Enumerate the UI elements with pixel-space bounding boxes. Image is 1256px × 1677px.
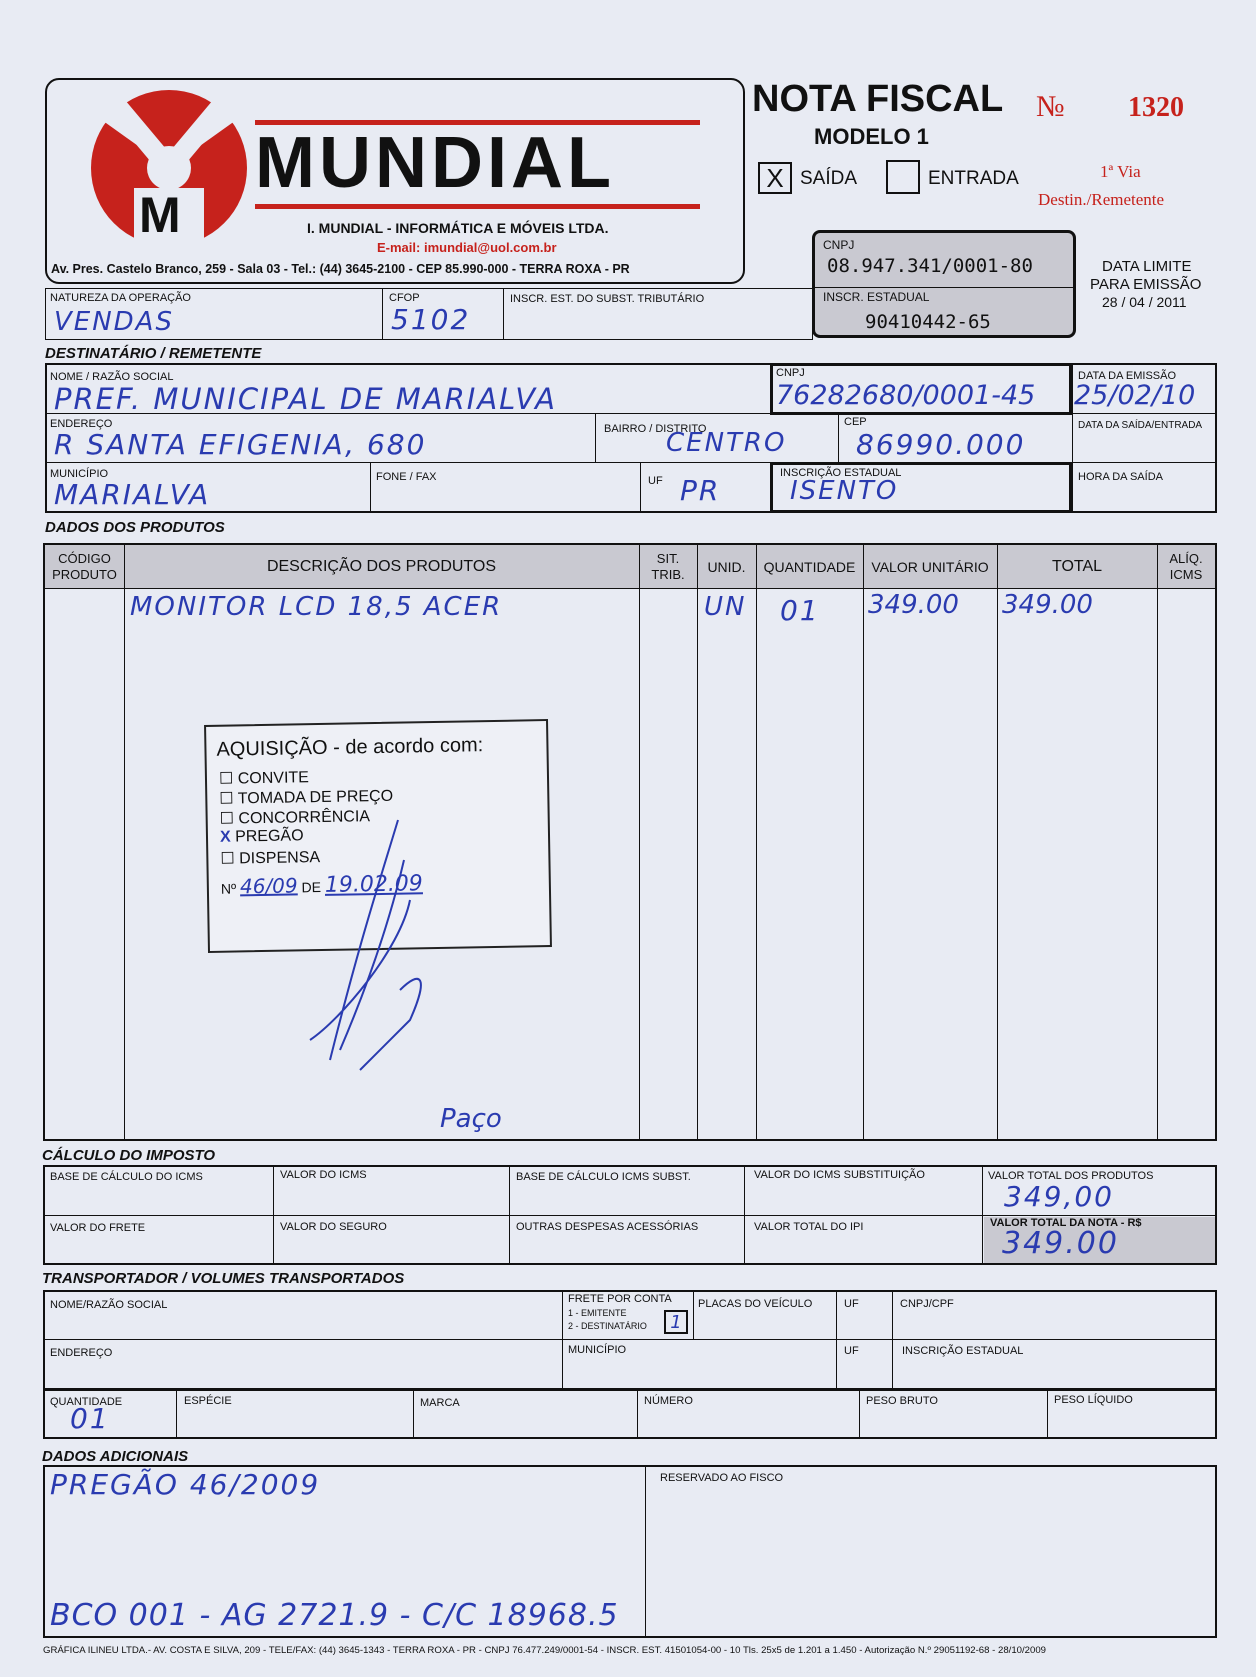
icms-value-label: VALOR DO ICMS: [280, 1169, 367, 1181]
cfop-value: 5102: [391, 303, 471, 336]
cfop-cell: [382, 288, 504, 340]
tax-v1: [273, 1165, 274, 1265]
carrier-name-label: NOME/RAZÃO SOCIAL: [50, 1299, 168, 1311]
recipient-name: PREF. MUNICIPAL DE MARIALVA: [54, 382, 557, 416]
doc-number-symbol: №: [1036, 90, 1065, 123]
entrada-label: ENTRADA: [928, 168, 1019, 189]
freight-value-label: VALOR DO FRETE: [50, 1222, 146, 1234]
other-expenses-label: OUTRAS DESPESAS ACESSÓRIAS: [516, 1221, 699, 1233]
ipi-label: VALOR TOTAL DO IPI: [754, 1221, 864, 1233]
issue-date: 25/02/10: [1074, 380, 1196, 411]
volume-qty-label: QUANTIDADE: [50, 1396, 123, 1408]
volume-qty: 01: [70, 1402, 110, 1435]
stamp-option-1-label: CONVITE: [237, 769, 310, 788]
additional-section-title: DADOS ADICIONAIS: [42, 1448, 189, 1465]
signature-icon: [300, 800, 450, 1080]
col-header-description: DESCRIÇÃO DOS PRODUTOS: [266, 558, 497, 575]
via-line1: 1ª Via: [1100, 162, 1141, 181]
additional-line2: BCO 001 - AG 2721.9 - C/C 18968.5: [50, 1598, 619, 1633]
deadline-line1: DATA LIMITE: [1102, 258, 1192, 275]
transport-section-title: TRANSPORTADOR / VOLUMES TRANSPORTADOS: [42, 1270, 405, 1287]
doc-number: 1320: [1128, 92, 1184, 123]
volumes-v4: [859, 1389, 860, 1439]
col-header-total: TOTAL: [1051, 558, 1103, 575]
uf-value: PR: [680, 474, 721, 507]
number-label: NÚMERO: [644, 1395, 693, 1407]
brand-label: MARCA: [420, 1397, 460, 1409]
emitter-cnpj: 08.947.341/0001-80: [827, 255, 1033, 277]
carrier-ie-label: INSCRIÇÃO ESTADUAL: [902, 1345, 1024, 1357]
district-label: BAIRRO / DISTRITO: [604, 423, 707, 435]
emitter-box: [45, 78, 745, 284]
recipient-address-label: ENDEREÇO: [50, 418, 113, 430]
gross-weight-label: PESO BRUTO: [866, 1395, 938, 1407]
recipient-cnpj: 76282680/0001-45: [776, 380, 1036, 411]
saida-label: SAÍDA: [800, 168, 858, 189]
item-unit: UN: [704, 592, 747, 622]
cep-value: 86990.000: [856, 428, 1026, 461]
brand-bottom-rule: [255, 204, 700, 209]
tax-v2: [509, 1165, 510, 1265]
base-icms-label: BASE DE CÁLCULO DO ICMS: [50, 1171, 203, 1183]
col-header-qty: QUANTIDADE: [763, 559, 856, 575]
additional-divider: [645, 1465, 646, 1638]
saida-mark: X: [766, 162, 784, 193]
company-address: Av. Pres. Castelo Branco, 259 - Sala 03 - Tel.: (44) 3645-2100 - CEP 85.990-000 - TERRA ROXA - PR: [51, 262, 630, 276]
logo-letter: M: [139, 187, 181, 243]
transport-v1: [562, 1290, 563, 1390]
col-header-unit-value: VALOR UNITÁRIO: [871, 559, 989, 575]
transport-v4: [892, 1290, 893, 1390]
stamp-option-5: ☐ DISPENSA: [220, 849, 321, 868]
col-line-5: [863, 543, 864, 1141]
freight-choice-value: 1: [670, 1311, 682, 1333]
plates-label: PLACAS DO VEÍCULO: [698, 1298, 813, 1310]
stamp-number-prefix: Nº: [220, 880, 237, 897]
tax-mid-line: [43, 1215, 1217, 1216]
uf-label: UF: [648, 475, 663, 487]
brand-name: MUNDIAL: [255, 123, 615, 203]
volumes-v5: [1047, 1389, 1048, 1439]
recipient-ie-label: INSCRIÇÃO ESTADUAL: [780, 467, 902, 479]
icms-subst-label: VALOR DO ICMS SUBSTITUIÇÃO: [754, 1169, 925, 1181]
issue-date-label: DATA DA EMISSÃO: [1078, 370, 1177, 382]
total-products-label: VALOR TOTAL DOS PRODUTOS: [988, 1170, 1154, 1182]
entrada-checkbox[interactable]: [886, 160, 920, 194]
transport-mid-line: [43, 1339, 1217, 1340]
cep-label: CEP: [844, 416, 867, 428]
stamp-option-2: ☐ TOMADA DE PREÇO: [219, 787, 394, 808]
emitter-ie-label: INSCR. ESTADUAL: [823, 290, 930, 304]
item-qty: 01: [780, 594, 820, 627]
recipient-cnpj-label: CNPJ: [776, 367, 805, 379]
stamp-option-2-label: TOMADA DE PREÇO: [237, 787, 394, 808]
stamp-option-5-label: DISPENSA: [239, 849, 321, 868]
transport-box: [43, 1290, 1217, 1390]
nature-label: NATUREZA DA OPERAÇÃO: [50, 292, 191, 304]
recipient-v2: [838, 413, 839, 462]
doc-model: MODELO 1: [814, 124, 929, 149]
recipient-section-title: DESTINATÁRIO / REMETENTE: [45, 345, 262, 362]
col-header-code: CÓDIGO PRODUTO: [52, 551, 117, 582]
volumes-v2: [413, 1389, 414, 1439]
carrier-uf-label: UF: [844, 1298, 859, 1310]
col-header-icms: ALÍQ. ICMS: [1169, 551, 1203, 582]
city-label: MUNICÍPIO: [50, 468, 109, 480]
carrier-city-label: MUNICÍPIO: [568, 1344, 627, 1356]
nature-cell: [45, 288, 383, 340]
recipient-ie: ISENTO: [790, 476, 899, 506]
products-header-line: [43, 588, 1217, 589]
city-value: MARIALVA: [54, 478, 211, 511]
nature-value: VENDAS: [54, 307, 174, 337]
recipient-address: R SANTA EFIGENIA, 680: [54, 428, 427, 461]
subst-cell: [503, 288, 813, 340]
recipient-v5: [640, 462, 641, 513]
phone-label: FONE / FAX: [376, 471, 437, 483]
emitter-cnpj-box: [812, 230, 1076, 338]
products-section-title: DADOS DOS PRODUTOS: [45, 519, 225, 536]
company-name: I. MUNDIAL - INFORMÁTICA E MÓVEIS LTDA.: [307, 220, 609, 236]
carrier-uf2-label: UF: [844, 1345, 859, 1357]
printer-footer: GRÁFICA ILINEU LTDA.- AV. COSTA E SILVA, 209 - TELE/FAX: (44) 3645-1343 - TERRA ROXA - PR - CNPJ 76.477.249/0001-54 - INSCR. EST. 41501054-00 - 10 Tls. 25x5 de 1.201 a 1.450 - Autorização N.º 29051192-68 - 28/10/2009: [43, 1645, 1047, 1656]
exit-time-label: HORA DA SAÍDA: [1078, 471, 1163, 483]
transport-v3: [836, 1290, 837, 1390]
recipient-v3: [1072, 363, 1073, 513]
volumes-v1: [176, 1389, 177, 1439]
stamp-option-3: ☐ CONCORRÊNCIA: [219, 808, 371, 828]
freight-by-label: FRETE POR CONTA: [568, 1293, 672, 1305]
carrier-cnpj-label: CNPJ/CPF: [900, 1298, 954, 1310]
recipient-v4: [370, 462, 371, 513]
tax-section-title: CÁLCULO DO IMPOSTO: [42, 1147, 216, 1164]
transport-v2: [693, 1290, 694, 1339]
col-line-3: [697, 543, 698, 1141]
col-line-7: [1157, 543, 1158, 1141]
carrier-address-label: ENDEREÇO: [50, 1347, 113, 1359]
stamp-note: Paço: [440, 1104, 502, 1134]
total-note-label: VALOR TOTAL DA NOTA - R$: [990, 1217, 1142, 1229]
total-products-value: 349,00: [1004, 1180, 1114, 1213]
stamp-option-4: [220, 827, 304, 846]
recipient-name-label: NOME / RAZÃO SOCIAL: [50, 371, 174, 383]
insurance-label: VALOR DO SEGURO: [280, 1221, 387, 1233]
doc-title: NOTA FISCAL: [752, 78, 1004, 120]
col-line-6: [997, 543, 998, 1141]
additional-line1: PREGÃO 46/2009: [50, 1468, 321, 1501]
item-total: 349.00: [1002, 590, 1093, 620]
stamp-number: 46/09: [239, 873, 298, 899]
stamp-option-1: ☐ CONVITE: [218, 769, 310, 788]
via-line2: Destin./Remetente: [1038, 190, 1165, 209]
item-unit-value: 349.00: [868, 590, 959, 620]
freight-option-2: 2 - DESTINATÁRIO: [568, 1321, 647, 1331]
subst-label: INSCR. EST. DO SUBST. TRIBUTÁRIO: [510, 293, 705, 305]
cnpj-divider: [815, 287, 1073, 288]
freight-choice-box[interactable]: [664, 1310, 688, 1334]
stamp-check-mark: X: [219, 828, 231, 846]
district-value: CENTRO: [666, 428, 787, 458]
stamp-date: 19.02.09: [324, 871, 424, 898]
tax-v4: [982, 1165, 983, 1265]
col-line-2: [639, 543, 640, 1141]
base-subst-label: BASE DE CÁLCULO ICMS SUBST.: [516, 1171, 691, 1183]
col-line-1: [124, 543, 125, 1141]
cfop-label: CFOP: [389, 292, 420, 304]
saida-checkbox[interactable]: [758, 162, 792, 194]
reserved-label: RESERVADO AO FISCO: [660, 1472, 784, 1484]
deadline-line2: PARA EMISSÃO: [1090, 276, 1202, 293]
freight-option-1: 1 - EMITENTE: [568, 1308, 627, 1318]
total-note-value: 349.00: [1002, 1226, 1119, 1261]
stamp-date-prefix: DE: [301, 879, 322, 896]
tax-v3: [744, 1165, 745, 1265]
net-weight-label: PESO LÍQUIDO: [1054, 1394, 1133, 1406]
company-email: E-mail: imundial@uol.com.br: [377, 240, 557, 255]
exit-date-label: DATA DA SAÍDA/ENTRADA: [1078, 420, 1203, 431]
volumes-v3: [637, 1389, 638, 1439]
col-header-unit: UNID.: [707, 559, 746, 575]
item-description: MONITOR LCD 18,5 ACER: [130, 592, 503, 622]
recipient-v1: [595, 413, 596, 462]
stamp-option-3-label: CONCORRÊNCIA: [238, 808, 371, 828]
col-line-4: [756, 543, 757, 1141]
stamp-option-4-label: PREGÃO: [234, 827, 304, 846]
emitter-cnpj-label: CNPJ: [823, 238, 855, 252]
stamp-title: AQUISIÇÃO - de acordo com:: [216, 734, 484, 761]
col-header-sit: SIT. TRIB.: [651, 551, 685, 582]
species-label: ESPÉCIE: [184, 1395, 232, 1407]
emitter-ie: 90410442-65: [865, 311, 991, 333]
deadline-date: 28 / 04 / 2011: [1102, 294, 1187, 310]
